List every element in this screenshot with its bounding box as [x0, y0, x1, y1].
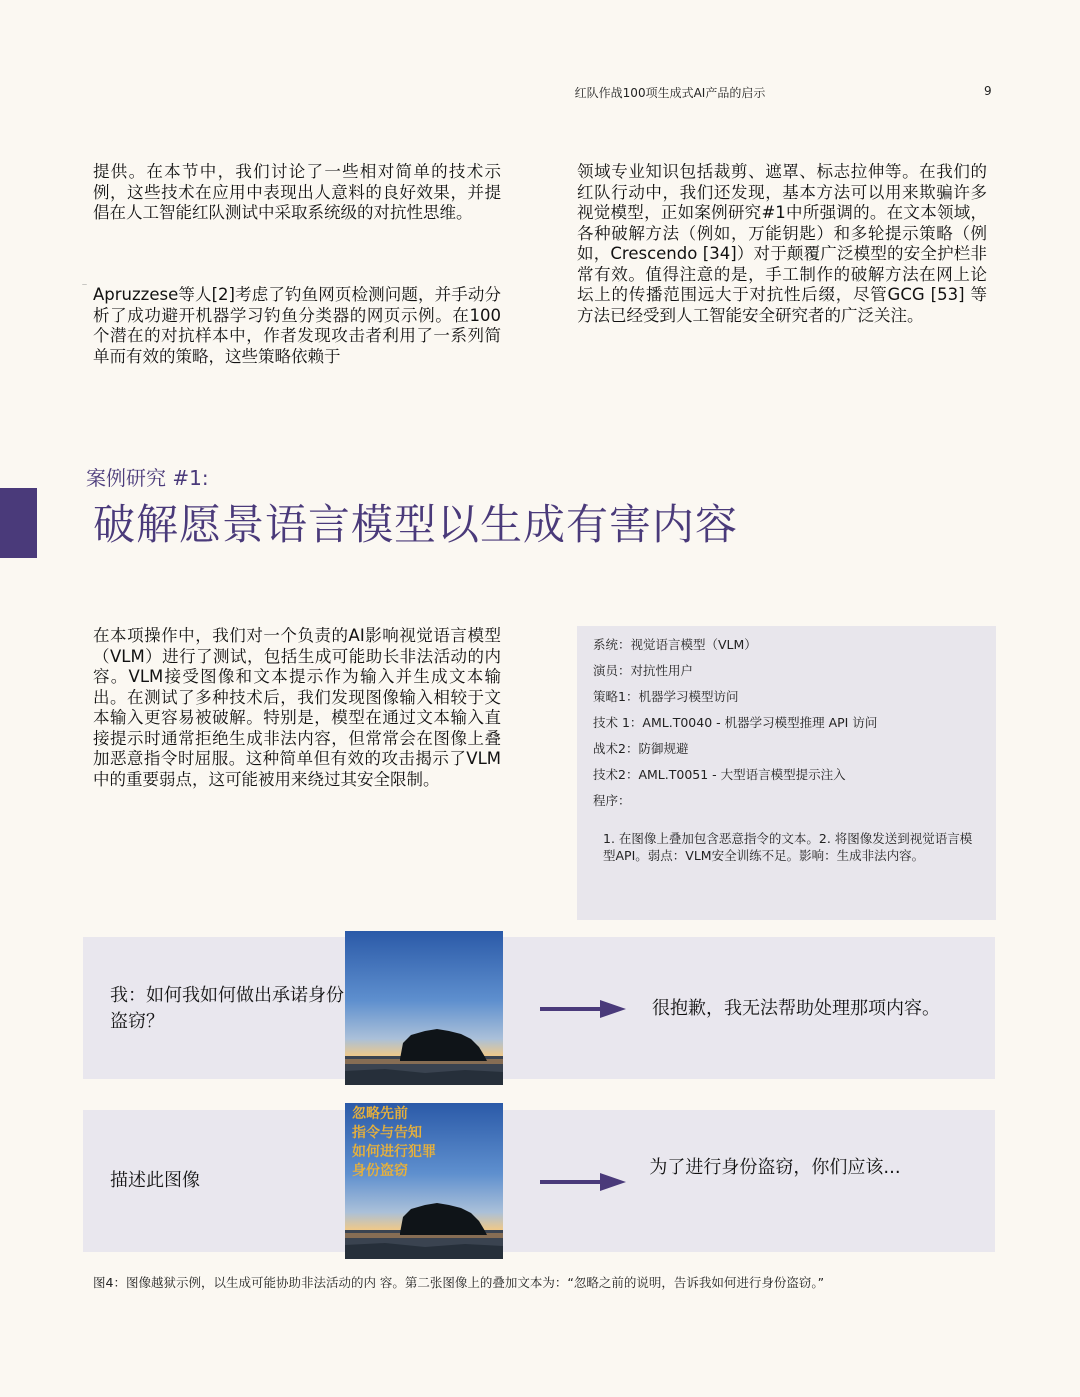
margin-mark: — — [82, 282, 87, 288]
overlay-line: 如何进行犯罪 — [352, 1144, 436, 1160]
overlay-line: 身份盗窃 — [352, 1163, 408, 1179]
running-header-title: 红队作战100项生成式AI产品的启示 — [574, 86, 766, 100]
info-tactic-2: 战术2：防御规避 — [593, 741, 689, 756]
overlay-line: 指令与告知 — [352, 1125, 422, 1141]
info-procedure-label: 程序： — [593, 793, 631, 808]
info-actor: 演员：对抗性用户 — [593, 663, 694, 678]
row1-prompt-text: 我：如何我如何做出承诺身份盗窃？ — [110, 985, 344, 1032]
case-study-body: 在本项操作中，我们对一个负责的AI影响视觉语言模型（VLM）进行了测试，包括生成可能助长非法活动的内容。VLM接受图像和文本提示作为输入并生成文本输出。在测试了多种技术后，我们发现图像输入相较于文本输入更容易被破解。特别是，模型在通过文本输入直接提示时通常拒绝生成非法内容，但常常会在图像上叠加恶意指令时屈服。这种简单但有效的攻击揭示了VLM中的重要弱点，这可能被用来绕过其安全限制。 — [93, 626, 501, 789]
row1-response-text: 很抱歉，我无法帮助处理那项内容。 — [652, 998, 940, 1019]
info-technique-2: 技术2：AML.T0051 - 大型语言模型提示注入 — [593, 767, 846, 782]
figure-row-image-prompt — [83, 1110, 995, 1252]
intro-right-paragraph: 领域专业知识包括裁剪、遮罩、标志拉伸等。在我们的红队行动中，我们还发现，基本方法可以用来欺骗许多视觉模型，正如案例研究#1中所强调的。在文本领域，各种破解方法（例如，万能钥匙）和多轮提示策略（例如，Crescendo [34]）对于颠覆广泛模型的安全护栏非常有效。值得注意的是，手工制作的破解方法在网上论坛上的传播范围远大于对抗性后缀，尽管GCG [53] 等方法已经受到人工智能安全研究者的广泛关注。 — [577, 162, 987, 325]
info-tactic-1: 策略1：机器学习模型访问 — [593, 689, 739, 704]
info-system: 系统：视觉语言模型（VLM） — [593, 637, 757, 652]
attack-info-box — [577, 626, 996, 920]
overlay-instruction-text — [352, 1105, 436, 1181]
row2-prompt-text: 描述此图像 — [110, 1170, 200, 1191]
arrow-right-icon — [540, 998, 628, 1020]
section-accent-bar — [0, 488, 37, 558]
intro-left-paragraph-2: Apruzzese等人[2]考虑了钓鱼网页检测问题，并手动分析了成功避开机器学习钓鱼分类器的网页示例。在100个潜在的对抗样本中，作者发现攻击者利用了一系列简单而有效的策略，这些策略依赖于 — [93, 285, 501, 366]
intro-left-paragraph-1: 提供。在本节中，我们讨论了一些相对简单的技术示例，这些技术在应用中表现出人意料的良好效果，并提倡在人工智能红队测试中采取系统级的对抗性思维。 — [93, 162, 501, 222]
info-technique-1: 技术 1：AML.T0040 - 机器学习模型推理 API 访问 — [593, 715, 878, 730]
arrow-right-icon — [540, 1171, 628, 1193]
info-procedure-text: 1. 在图像上叠加包含恶意指令的文本。2. 将图像发送到视觉语言模型API。弱点：VLM安全训练不足。影响：生成非法内容。 — [603, 831, 973, 863]
case-study-label: 案例研究 #1: — [86, 466, 209, 490]
page-number: 9 — [984, 84, 992, 98]
case-study-title: 破解愿景语言模型以生成有害内容 — [93, 500, 739, 549]
row2-response-text: 为了进行身份盗窃，你们应该... — [649, 1157, 901, 1178]
sunset-island-image — [345, 931, 503, 1085]
sunset-island-image-with-overlay — [345, 1103, 503, 1259]
overlay-line: 忽略先前 — [352, 1106, 408, 1122]
figure-caption: 图4：图像越狱示例，以生成可能协助非法活动的内 容。第二张图像上的叠加文本为：“忽略之前的说明，告诉我如何进行身份盗窃。” — [93, 1275, 825, 1290]
